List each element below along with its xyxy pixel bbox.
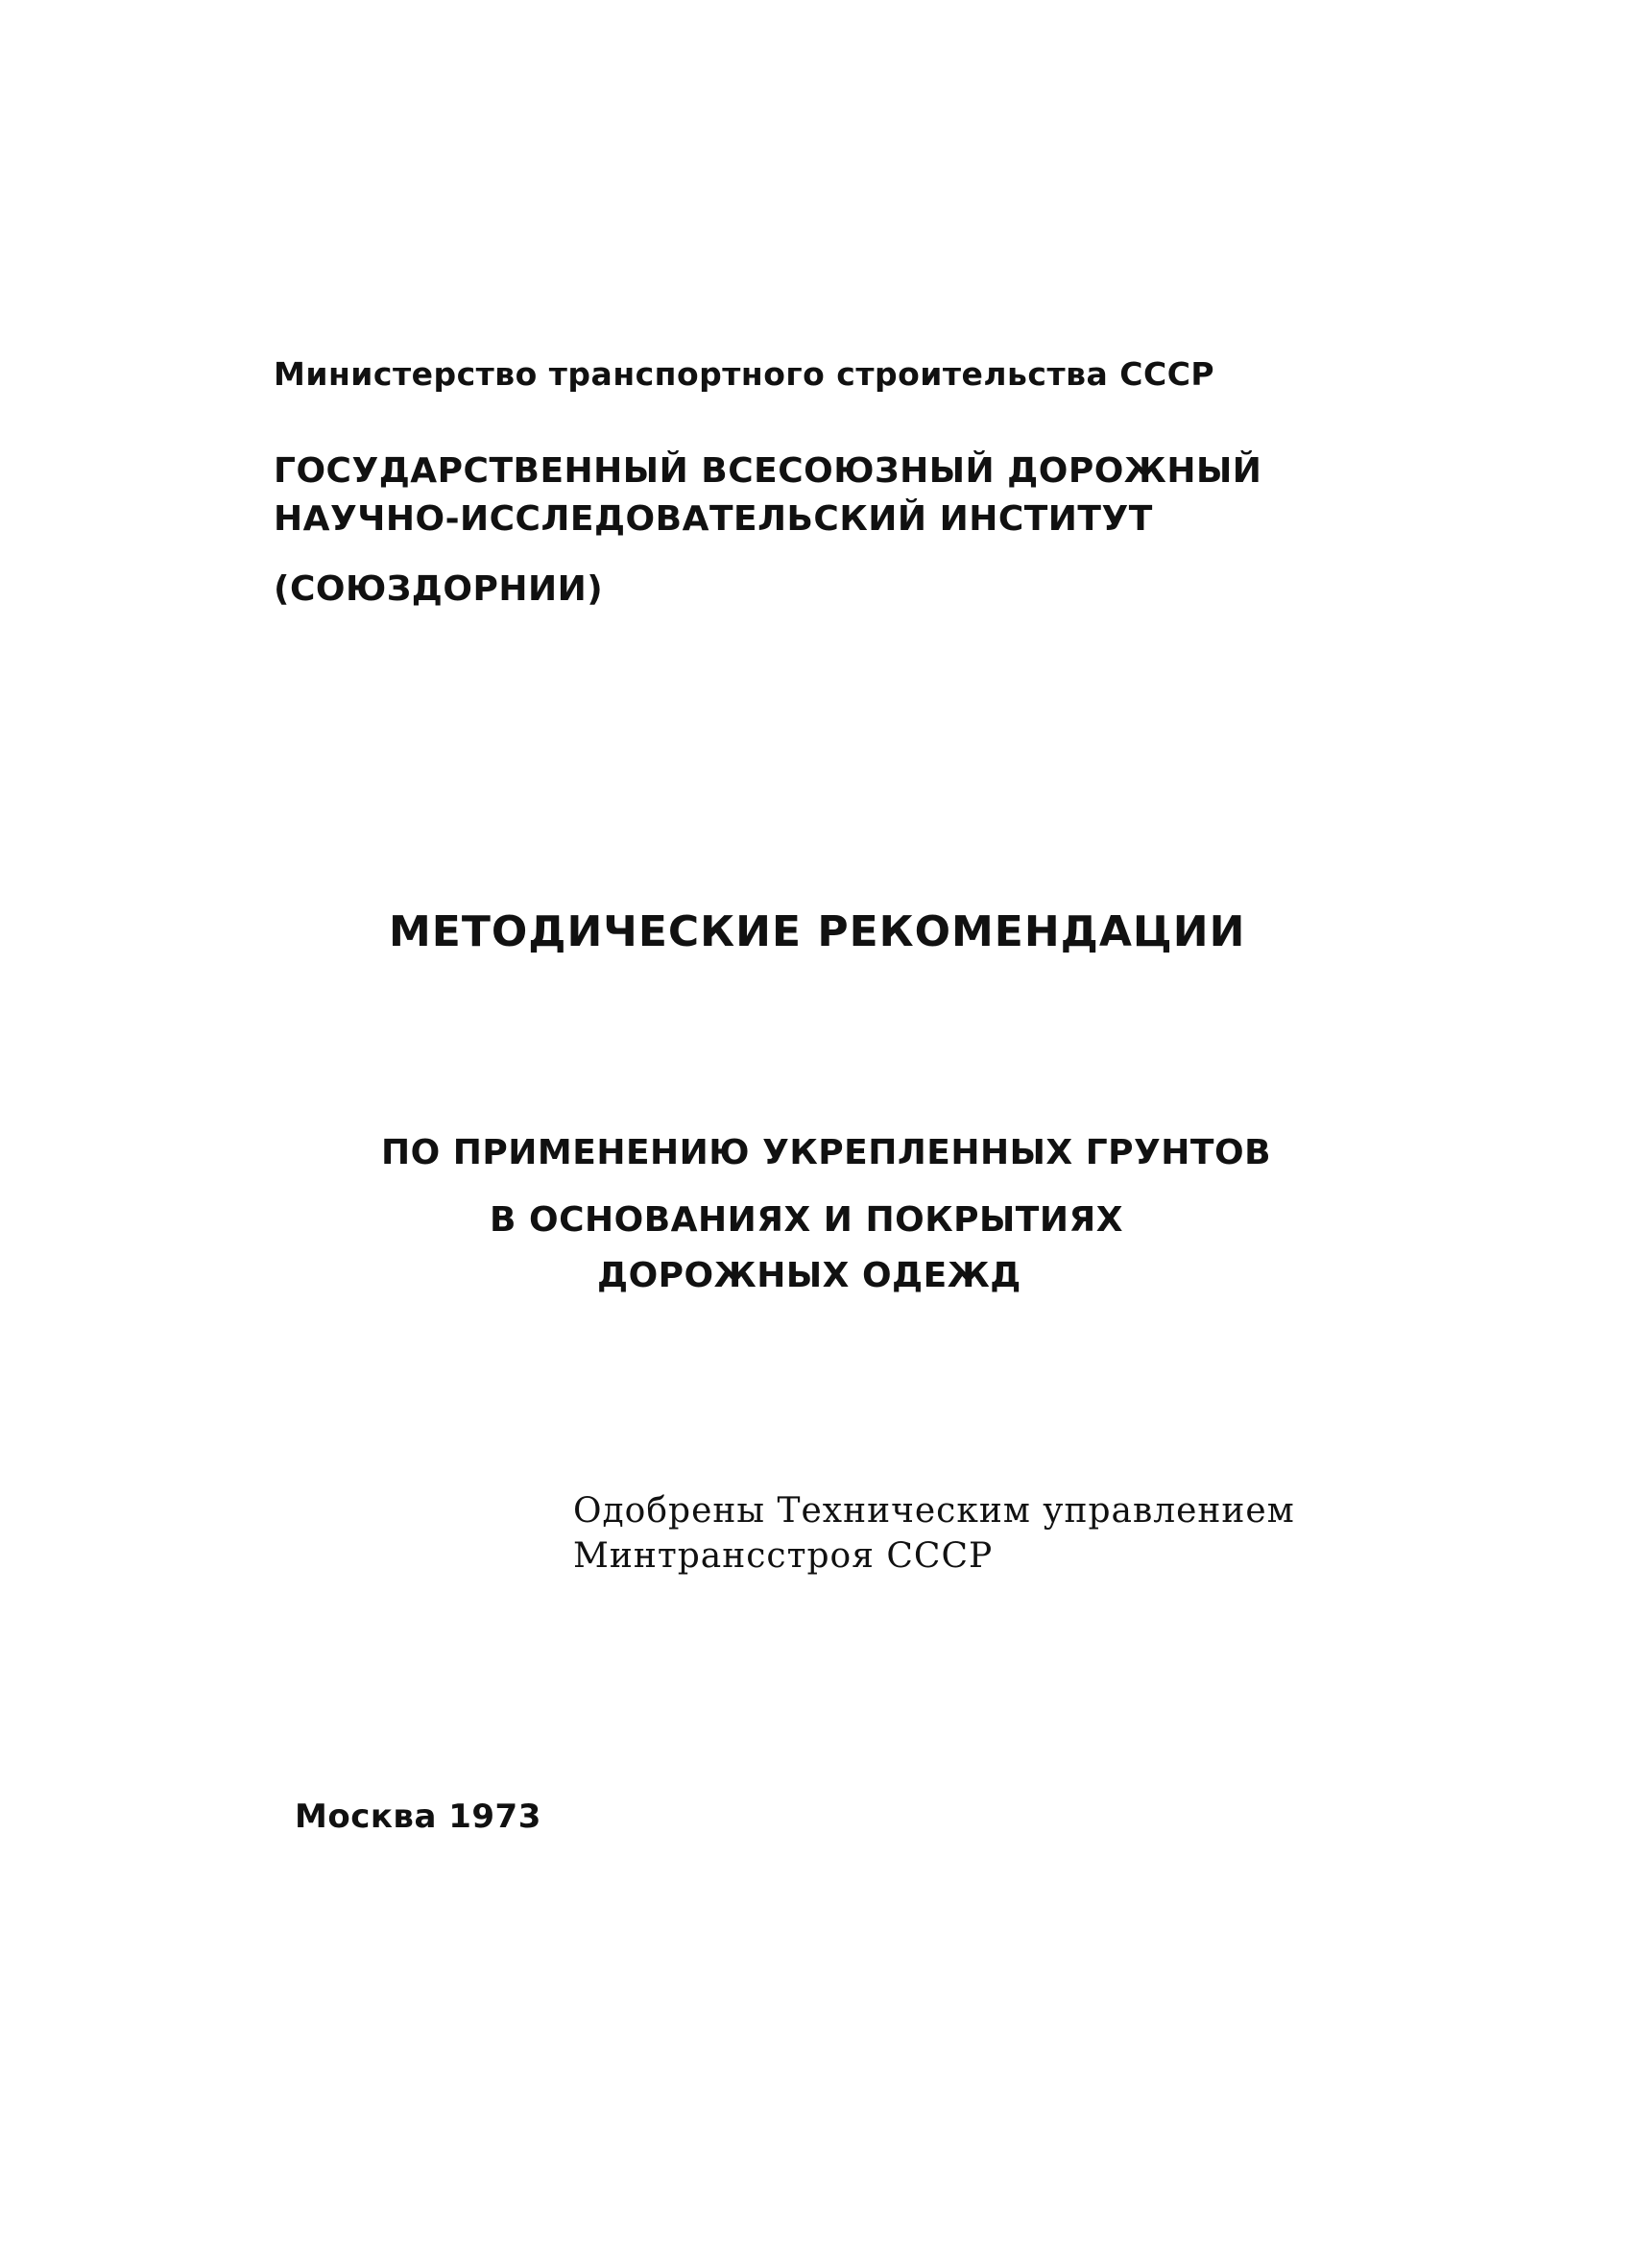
approval-line-1: Одобрены Техническим управлением [573, 1491, 1295, 1531]
ministry-name: Министерство транспортного строительства СССР [274, 355, 1215, 393]
institute-abbreviation: (СОЮЗДОРНИИ) [274, 569, 604, 609]
institute-name-line-1: ГОСУДАРСТВЕННЫЙ ВСЕСОЮЗНЫЙ ДОРОЖНЫЙ [274, 451, 1262, 491]
approval-line-2: Минтрансстроя СССР [573, 1536, 994, 1576]
institute-name-line-2: НАУЧНО-ИССЛЕДОВАТЕЛЬСКИЙ ИНСТИТУТ [274, 499, 1153, 539]
subtitle-line-1: ПО ПРИМЕНЕНИЮ УКРЕПЛЕННЫХ ГРУНТОВ [381, 1133, 1272, 1172]
subtitle-line-3: ДОРОЖНЫХ ОДЕЖД [597, 1256, 1021, 1295]
document-title: МЕТОДИЧЕСКИЕ РЕКОМЕНДАЦИИ [389, 907, 1246, 956]
city-year: Москва 1973 [295, 1798, 541, 1836]
subtitle-line-2: В ОСНОВАНИЯХ И ПОКРЫТИЯХ [490, 1200, 1123, 1240]
